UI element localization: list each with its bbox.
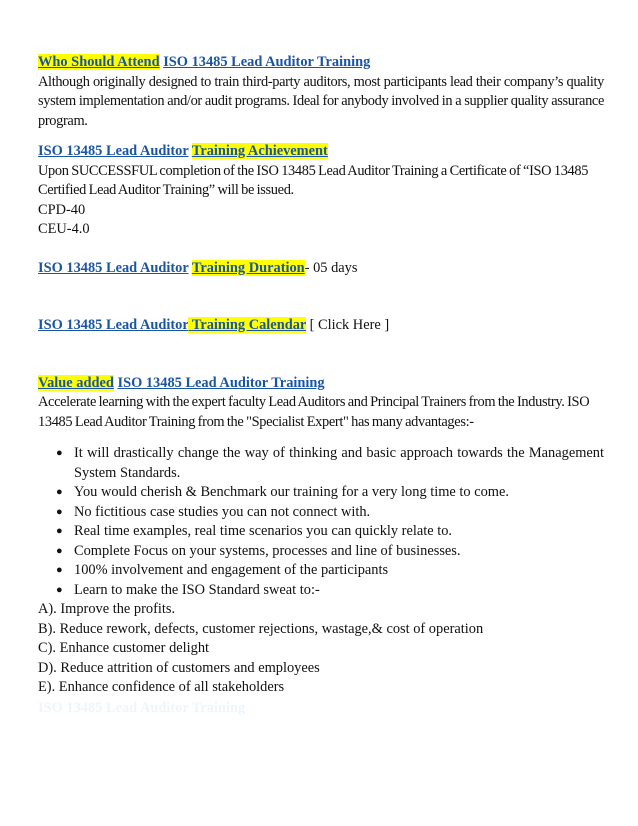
value-added-text: Accelerate learning with the expert faculty Lead Auditors and Principal Trainers from the Industry. ISO 13485 Lead Auditor Training from the "Specialist Expert" has many advantages:- bbox=[38, 394, 590, 430]
iso-lead-auditor-link-2[interactable]: ISO 13485 Lead Auditor bbox=[38, 143, 189, 159]
benefit-e: E). Enhance confidence of all stakeholders bbox=[38, 679, 285, 695]
bullet-icon: ● bbox=[56, 486, 63, 498]
training-achievement-label: Training Achievement bbox=[191, 143, 328, 159]
achievement-heading bbox=[38, 142, 604, 162]
benefit-a: A). Improve the profits. bbox=[38, 601, 176, 617]
document-page bbox=[38, 53, 604, 718]
list-item: ● No fictitious case studies you can not connect with. bbox=[38, 503, 604, 523]
benefit-b: B). Reduce rework, defects, customer rejections, wastage,& cost of operation bbox=[38, 620, 484, 637]
benefit-c: C). Enhance customer delight bbox=[38, 640, 210, 656]
who-should-attend-heading bbox=[38, 53, 604, 73]
ceu-value: CEU-4.0 bbox=[38, 221, 90, 237]
calendar-heading bbox=[38, 316, 604, 336]
list-item: ● It will drastically change the way of thinking and basic approach towards the Management System Standards. bbox=[56, 445, 604, 481]
cpd-value: CPD-40 bbox=[38, 201, 86, 218]
bullet-icon: ● bbox=[56, 525, 63, 537]
benefit-d: D). Reduce attrition of customers and employees bbox=[38, 659, 320, 676]
iso-lead-auditor-link-4[interactable]: ISO 13485 Lead Auditor bbox=[38, 317, 189, 333]
who-should-attend-label: Who Should Attend bbox=[38, 54, 160, 70]
duration-heading bbox=[38, 259, 604, 279]
faint-footer-text: ISO 13485 Lead Auditor Training bbox=[38, 699, 246, 716]
click-here-link[interactable]: [ Click Here ] bbox=[309, 317, 390, 333]
bullet-icon: ● bbox=[56, 447, 63, 459]
bullet-icon: ● bbox=[56, 583, 63, 596]
bullet-icon: ● bbox=[56, 564, 63, 576]
bullet-icon: ● bbox=[56, 544, 63, 557]
iso-training-link-5[interactable]: ISO 13485 Lead Auditor Training bbox=[117, 374, 325, 391]
achievement-text: Upon SUCCESSFUL completion of the ISO 13485 Lead Auditor Training a Certificate of “ISO 13485 Certified Lead Auditor Training” will be issued. bbox=[38, 162, 589, 198]
list-item: ● Learn to make the ISO Standard sweat to:- bbox=[38, 581, 604, 601]
training-calendar-label: Training Calendar bbox=[188, 317, 306, 333]
value-added-heading bbox=[38, 374, 604, 394]
duration-value: - 05 days bbox=[304, 259, 358, 276]
advantages-list bbox=[38, 444, 604, 600]
list-item: ● Complete Focus on your systems, processes and line of businesses. bbox=[38, 542, 604, 562]
list-item: ● Real time examples, real time scenarios you can quickly relate to. bbox=[38, 522, 604, 542]
iso-training-link-1[interactable]: ISO 13485 Lead Auditor Training bbox=[163, 54, 371, 70]
training-duration-label: Training Duration bbox=[191, 259, 305, 276]
value-added-label: Value added bbox=[38, 374, 114, 391]
who-should-attend-text: Although originally designed to train third-party auditors, most participants lead their company’s quality system implementation and/or audit programs. Ideal for anybody involved in a supplier quality assurance program. bbox=[38, 73, 604, 129]
list-item: ● 100% involvement and engagement of the participants bbox=[38, 561, 604, 581]
iso-lead-auditor-link-3[interactable]: ISO 13485 Lead Auditor bbox=[38, 259, 189, 276]
bullet-icon: ● bbox=[56, 505, 63, 518]
list-item: ● You would cherish & Benchmark our training for a very long time to come. bbox=[38, 483, 604, 503]
